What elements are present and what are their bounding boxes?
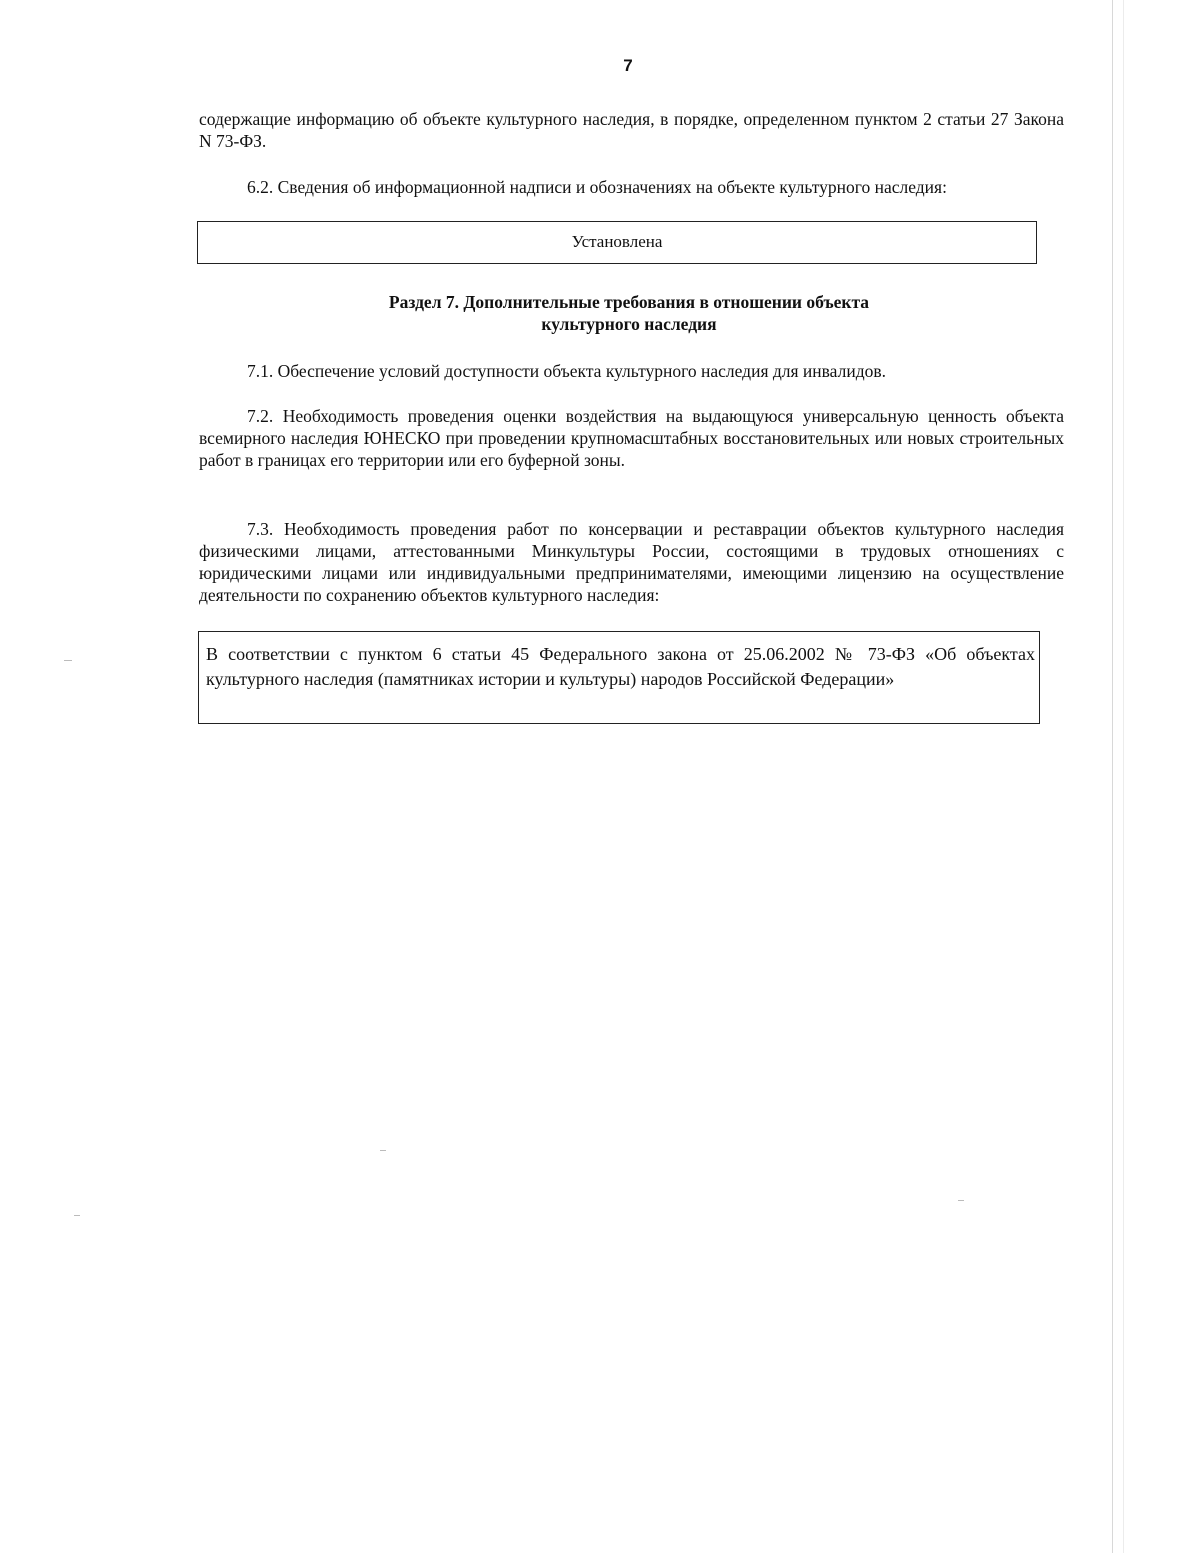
scan-speck — [64, 660, 72, 661]
inscription-status-box — [197, 221, 1037, 264]
page-number: 7 — [623, 56, 633, 75]
paragraph-6-2: 6.2. Сведения об информационной надписи и обозначениях на объекте культурного наследия: — [247, 177, 947, 197]
section-7-title — [199, 291, 1059, 335]
section-7-title-line-2: культурного наследия — [541, 314, 717, 334]
paragraph-continuation: содержащие информацию об объекте культурного наследия, в порядке, определенном пунктом 2 статьи 27 Закона N 73-ФЗ. — [199, 109, 1064, 151]
law-reference-text: В соответствии с пунктом 6 статьи 45 Федерального закона от 25.06.2002 № 73-ФЗ «Об объектах культурного наследия (памятниках истории и культуры) народов Российской Федерации» — [206, 644, 1035, 689]
scan-edge-line — [1112, 0, 1124, 1553]
scan-speck — [958, 1200, 964, 1201]
section-7-title-line-1: Раздел 7. Дополнительные требования в отношении объекта — [388, 292, 870, 312]
paragraph-7-3: 7.3. Необходимость проведения работ по консервации и реставрации объектов культурного наследия физическими лицами, аттестованными Минкультуры России, состоящими в трудовых отношениях с юридическими лицами или индивидуальными предпринимателями, имеющими лицензию на осуществление деятельности по сохранению объектов культурного наследия: — [199, 519, 1064, 605]
paragraph-7-1: 7.1. Обеспечение условий доступности объекта культурного наследия для инвалидов. — [247, 361, 886, 381]
inscription-status-text: Установлена — [571, 232, 663, 251]
paragraph-7-2: 7.2. Необходимость проведения оценки воздействия на выдающуюся универсальную ценность объекта всемирного наследия ЮНЕСКО при проведении крупномасштабных восстановительных или новых строительных работ в границах его территории или его буферной зоны. — [199, 406, 1064, 470]
scan-speck — [74, 1215, 80, 1216]
law-reference-box — [198, 631, 1040, 724]
scan-speck — [380, 1150, 386, 1151]
